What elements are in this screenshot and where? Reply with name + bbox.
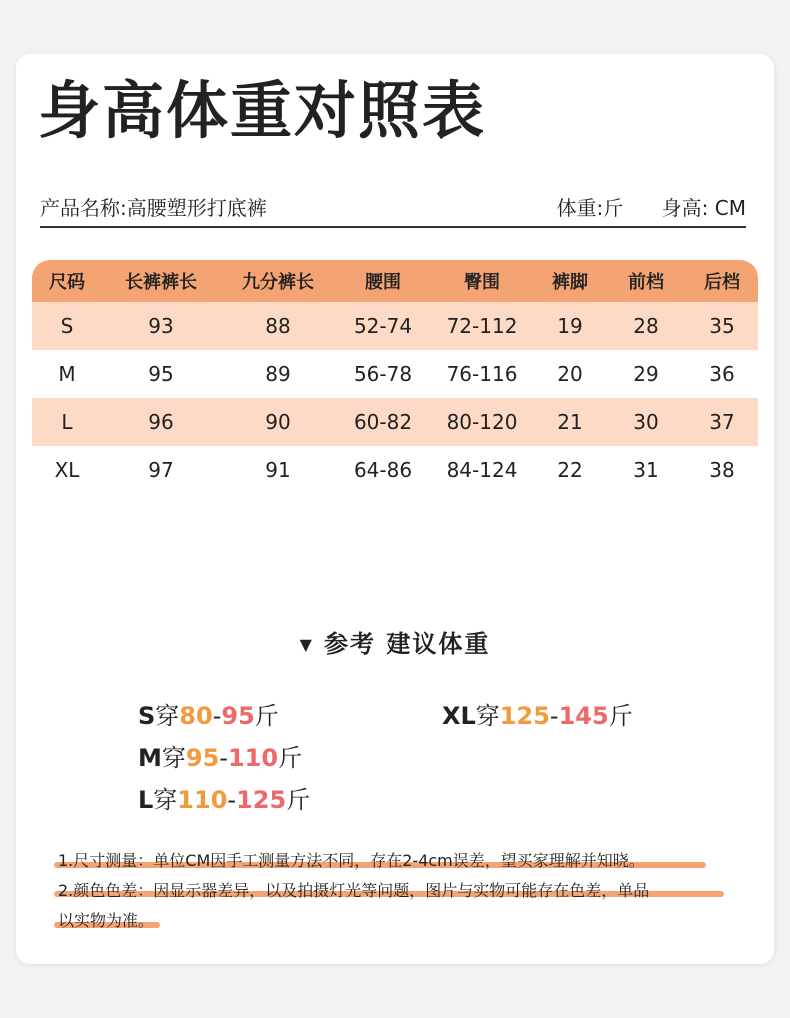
weight-recommendation xyxy=(138,696,279,731)
header-cell: 长裤裤长 xyxy=(125,272,197,293)
weight-recommendation xyxy=(442,696,633,731)
table-row xyxy=(32,350,758,398)
dash: - xyxy=(219,744,228,772)
table-cell: 19 xyxy=(557,314,583,338)
table-cell: L xyxy=(61,410,73,434)
weight-unit: 斤 xyxy=(278,744,303,772)
table-cell: 95 xyxy=(148,362,174,386)
table-cell: 84-124 xyxy=(446,458,518,482)
wear-label: 穿 xyxy=(475,702,500,730)
table-cell: 60-82 xyxy=(353,410,413,434)
size-label: L xyxy=(138,786,154,814)
header-cell: 臀围 xyxy=(464,272,500,293)
header-cell: 九分裤长 xyxy=(242,272,314,293)
table-cell: 28 xyxy=(633,314,659,338)
size-label: XL xyxy=(442,702,476,730)
product-name: 产品名称:高腰塑形打底裤 xyxy=(40,196,267,220)
table-cell: 22 xyxy=(557,458,583,482)
header-cell: 前档 xyxy=(628,272,664,293)
table-cell: 56-78 xyxy=(353,362,413,386)
table-cell: XL xyxy=(54,458,80,482)
size-table xyxy=(32,260,758,494)
weight-recommendation xyxy=(138,738,302,773)
table-cell: 97 xyxy=(148,458,174,482)
table-header xyxy=(32,260,758,302)
table-cell: 38 xyxy=(709,458,735,482)
table-cell: 89 xyxy=(265,362,291,386)
table-cell: 64-86 xyxy=(353,458,413,482)
table-row xyxy=(32,302,758,350)
table-cell: 80-120 xyxy=(446,410,518,434)
table-cell: 76-116 xyxy=(446,362,518,386)
table-cell: 21 xyxy=(557,410,583,434)
weight-unit: 斤 xyxy=(608,702,633,730)
weight-low: 80 xyxy=(179,702,213,730)
weight-unit: 体重:斤 xyxy=(556,196,624,220)
table-cell: 96 xyxy=(148,410,174,434)
note-line: 以实物为准。 xyxy=(58,911,155,930)
table-cell: 72-112 xyxy=(446,314,518,338)
wear-label: 穿 xyxy=(161,744,186,772)
dash: - xyxy=(549,702,559,730)
note-line: 1.尺寸测量：单位CM因手工测量方法不同，存在2-4cm误差，望买家理解并知晓。 xyxy=(58,851,645,870)
table-cell: 30 xyxy=(633,410,659,434)
reference-weight-title xyxy=(0,624,790,659)
table-cell: S xyxy=(60,314,74,338)
weight-high: 145 xyxy=(558,702,609,730)
triangle-down-icon: ▼ xyxy=(299,635,314,654)
unit-labels xyxy=(525,192,746,221)
table-cell: 90 xyxy=(265,410,291,434)
header-cell: 腰围 xyxy=(365,272,401,293)
note-line: 2.颜色色差：因显示器差异，以及拍摄灯光等问题，图片与实物可能存在色差，单品 xyxy=(58,881,650,900)
size-label: S xyxy=(138,702,156,730)
table-cell: 36 xyxy=(709,362,735,386)
header-cell: 后档 xyxy=(704,272,740,293)
weight-recommendation xyxy=(138,780,310,815)
table-cell: 20 xyxy=(557,362,583,386)
table-cell: 52-74 xyxy=(353,314,413,338)
table-cell: 91 xyxy=(265,458,291,482)
weight-high: 110 xyxy=(227,744,279,772)
table-cell: 31 xyxy=(633,458,659,482)
size-label: M xyxy=(138,744,162,772)
wear-label: 穿 xyxy=(153,786,178,814)
weight-low: 110 xyxy=(177,786,228,814)
product-header xyxy=(40,190,746,228)
table-cell: 88 xyxy=(265,314,291,338)
page-title: 身高体重对照表 xyxy=(38,74,487,147)
weight-low: 95 xyxy=(185,744,220,772)
header-cell: 裤脚 xyxy=(552,272,588,293)
weight-high: 125 xyxy=(236,786,287,814)
table-cell: M xyxy=(58,362,76,386)
table-cell: 29 xyxy=(633,362,659,386)
dash: - xyxy=(212,702,222,730)
weight-high: 95 xyxy=(221,702,255,730)
weight-low: 125 xyxy=(499,702,550,730)
wear-label: 穿 xyxy=(155,702,180,730)
header-cell: 尺码 xyxy=(49,272,85,293)
reference-title-text: 参考 建议体重 xyxy=(323,630,491,658)
table-cell: 93 xyxy=(148,314,174,338)
table-row xyxy=(32,398,758,446)
table-row xyxy=(32,446,758,494)
height-unit: 身高: CM xyxy=(661,196,746,220)
table-cell: 35 xyxy=(709,314,735,338)
weight-unit: 斤 xyxy=(254,702,279,730)
table-cell: 37 xyxy=(709,410,735,434)
weight-unit: 斤 xyxy=(286,786,311,814)
dash: - xyxy=(227,786,237,814)
